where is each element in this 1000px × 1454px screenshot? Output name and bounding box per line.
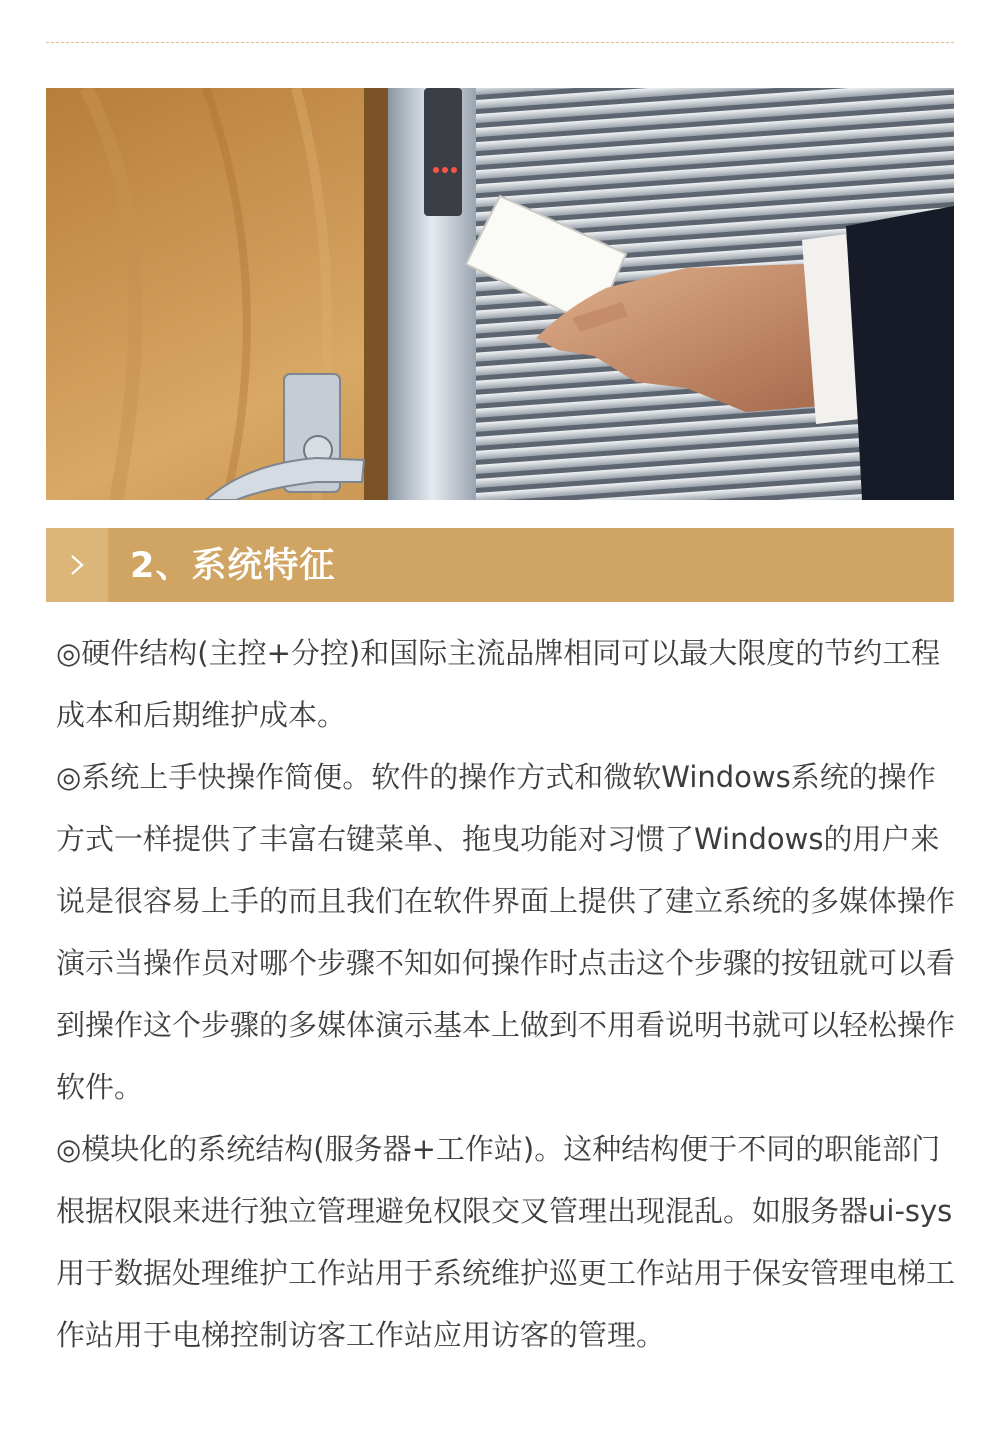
section-header: [46, 528, 954, 602]
chevron-right-icon: [68, 554, 86, 576]
section-marker: [46, 528, 108, 602]
top-divider: [46, 42, 954, 43]
section-title: 2、系统特征: [130, 546, 336, 586]
paragraph-software: ◎系统上手快操作简便。软件的操作方式和微软Windows系统的操作方式一样提供了丰富右键菜单、拖曳功能对习惯了Windows的用户来说是很容易上手的而且我们在软件界面上提供了建立系统的多媒体操作演示当操作员对哪个步骤不知如何操作时点击这个步骤的按钮就可以看到操作这个步骤的多媒体演示基本上做到不用看说明书就可以轻松操作软件。: [56, 760, 956, 1104]
section-body: [56, 622, 956, 1366]
access-card-photo: [46, 88, 954, 500]
paragraph-modular: ◎模块化的系统结构(服务器+工作站)。这种结构便于不同的职能部门根据权限来进行独立管理避免权限交叉管理出现混乱。如服务器ui-sys用于数据处理维护工作站用于系统维护巡更工作站用于保安管理电梯工作站用于电梯控制访客工作站应用访客的管理。: [56, 1132, 956, 1352]
paragraph-hardware: ◎硬件结构(主控+分控)和国际主流品牌相同可以最大限度的节约工程成本和后期维护成本。: [56, 636, 941, 732]
